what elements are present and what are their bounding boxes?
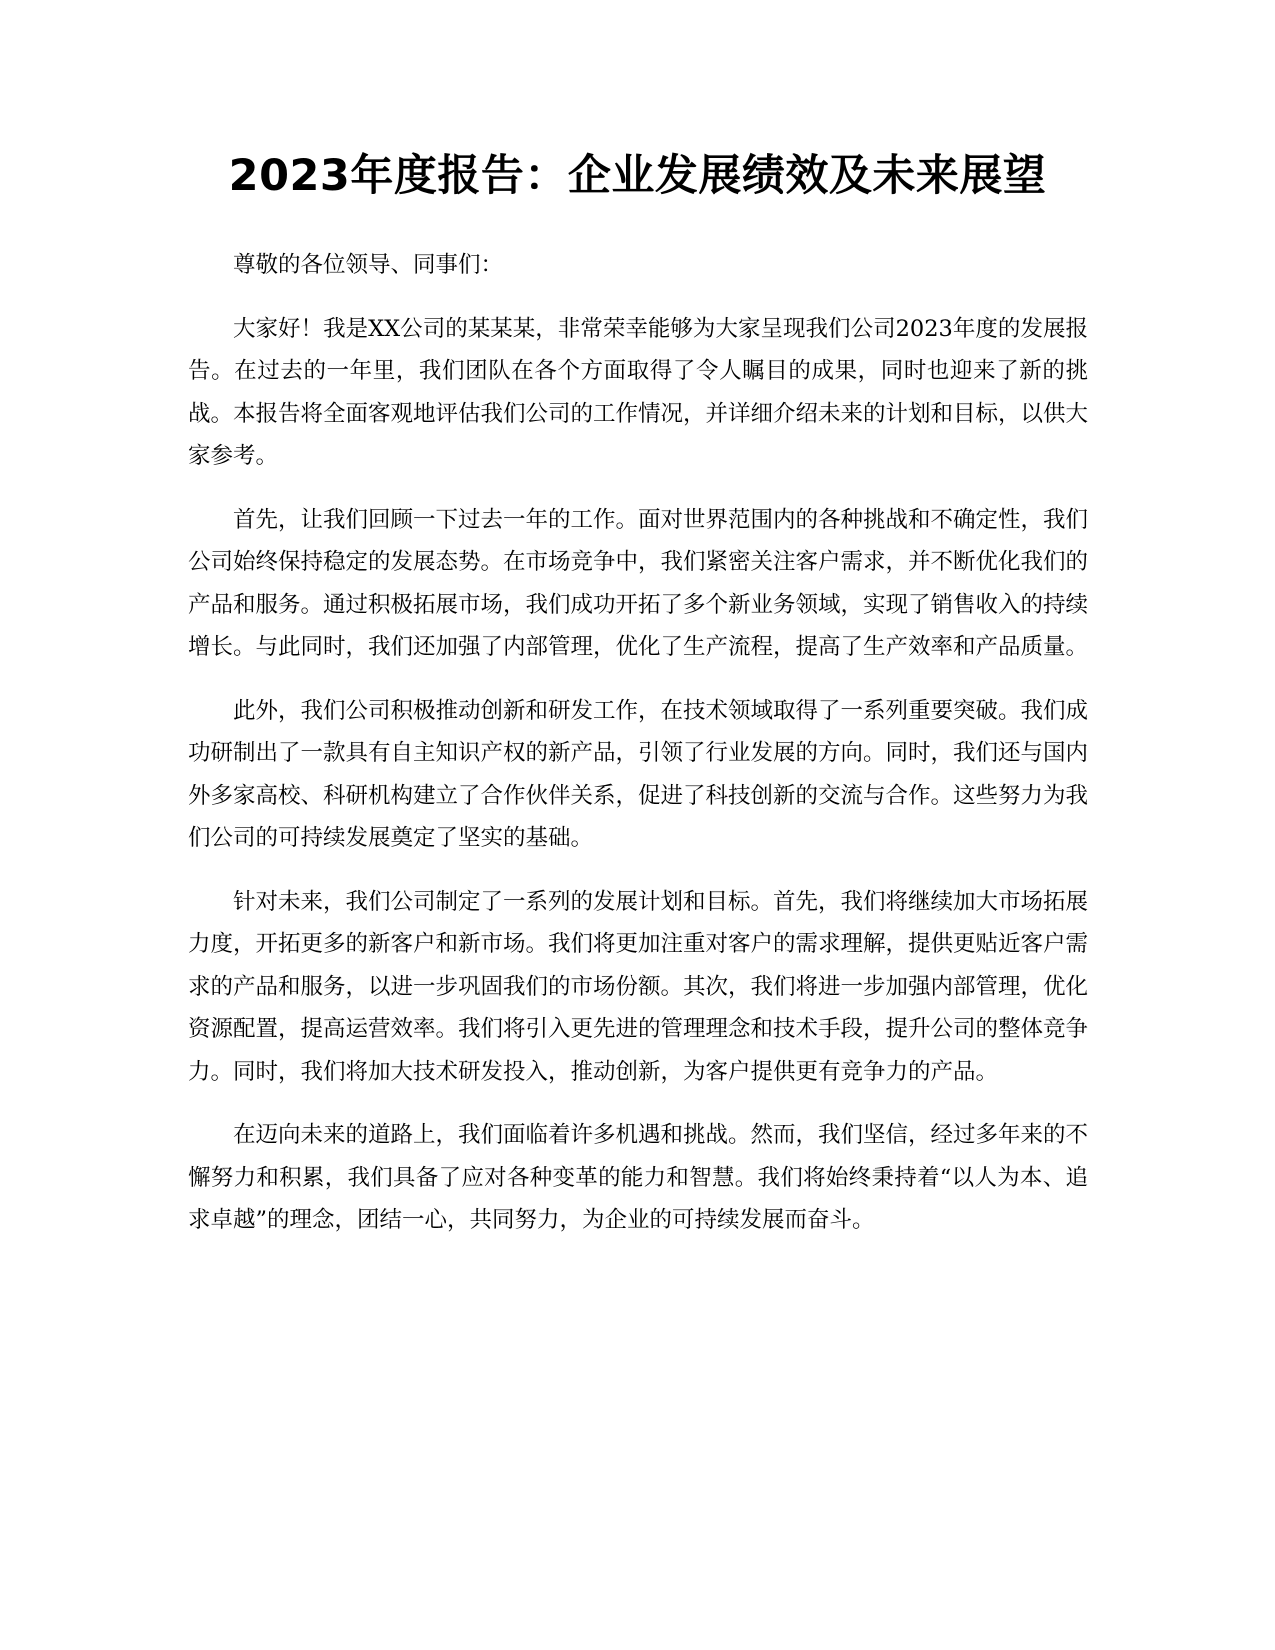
page-title: 2023年度报告：企业发展绩效及未来展望	[228, 151, 1047, 201]
body-paragraph: 针对未来，我们公司制定了一系列的发展计划和目标。首先，我们将继续加大市场拓展力度，开拓更多的新客户和新市场。我们将更加注重对客户的需求理解，提供更贴近客户需求的产品和服务，以进一步巩固我们的市场份额。其次，我们将进一步加强内部管理，优化资源配置，提高运营效率。我们将引入更先进的管理理念和技术手段，提升公司的整体竞争力。同时，我们将加大技术研发投入，推动创新，为客户提供更有竞争力的产品。	[188, 888, 1089, 1085]
body-paragraph: 首先，让我们回顾一下过去一年的工作。面对世界范围内的各种挑战和不确定性，我们公司始终保持稳定的发展态势。在市场竞争中，我们紧密关注客户需求，并不断优化我们的产品和服务。通过积极拓展市场，我们成功开拓了多个新业务领域，实现了销售收入的持续增长。与此同时，我们还加强了内部管理，优化了生产流程，提高了生产效率和产品质量。	[188, 506, 1089, 660]
greeting-paragraph: 尊敬的各位领导、同事们：	[233, 252, 504, 278]
document-body	[188, 244, 1088, 1263]
body-paragraph: 在迈向未来的道路上，我们面临着许多机遇和挑战。然而，我们坚信，经过多年来的不懈努力和积累，我们具备了应对各种变革的能力和智慧。我们将始终秉持着“以人为本、追求卓越”的理念，团结一心，共同努力，为企业的可持续发展而奋斗。	[188, 1122, 1089, 1233]
body-paragraph: 大家好！我是XX公司的某某某，非常荣幸能够为大家呈现我们公司2023年度的发展报告。在过去的一年里，我们团队在各个方面取得了令人瞩目的成果，同时也迎来了新的挑战。本报告将全面客观地评估我们公司的工作情况，并详细介绍未来的计划和目标，以供大家参考。	[188, 315, 1089, 469]
body-paragraph: 此外，我们公司积极推动创新和研发工作，在技术领域取得了一系列重要突破。我们成功研制出了一款具有自主知识产权的新产品，引领了行业发展的方向。同时，我们还与国内外多家高校、科研机构建立了合作伙伴关系，促进了科技创新的交流与合作。这些努力为我们公司的可持续发展奠定了坚实的基础。	[188, 697, 1089, 851]
